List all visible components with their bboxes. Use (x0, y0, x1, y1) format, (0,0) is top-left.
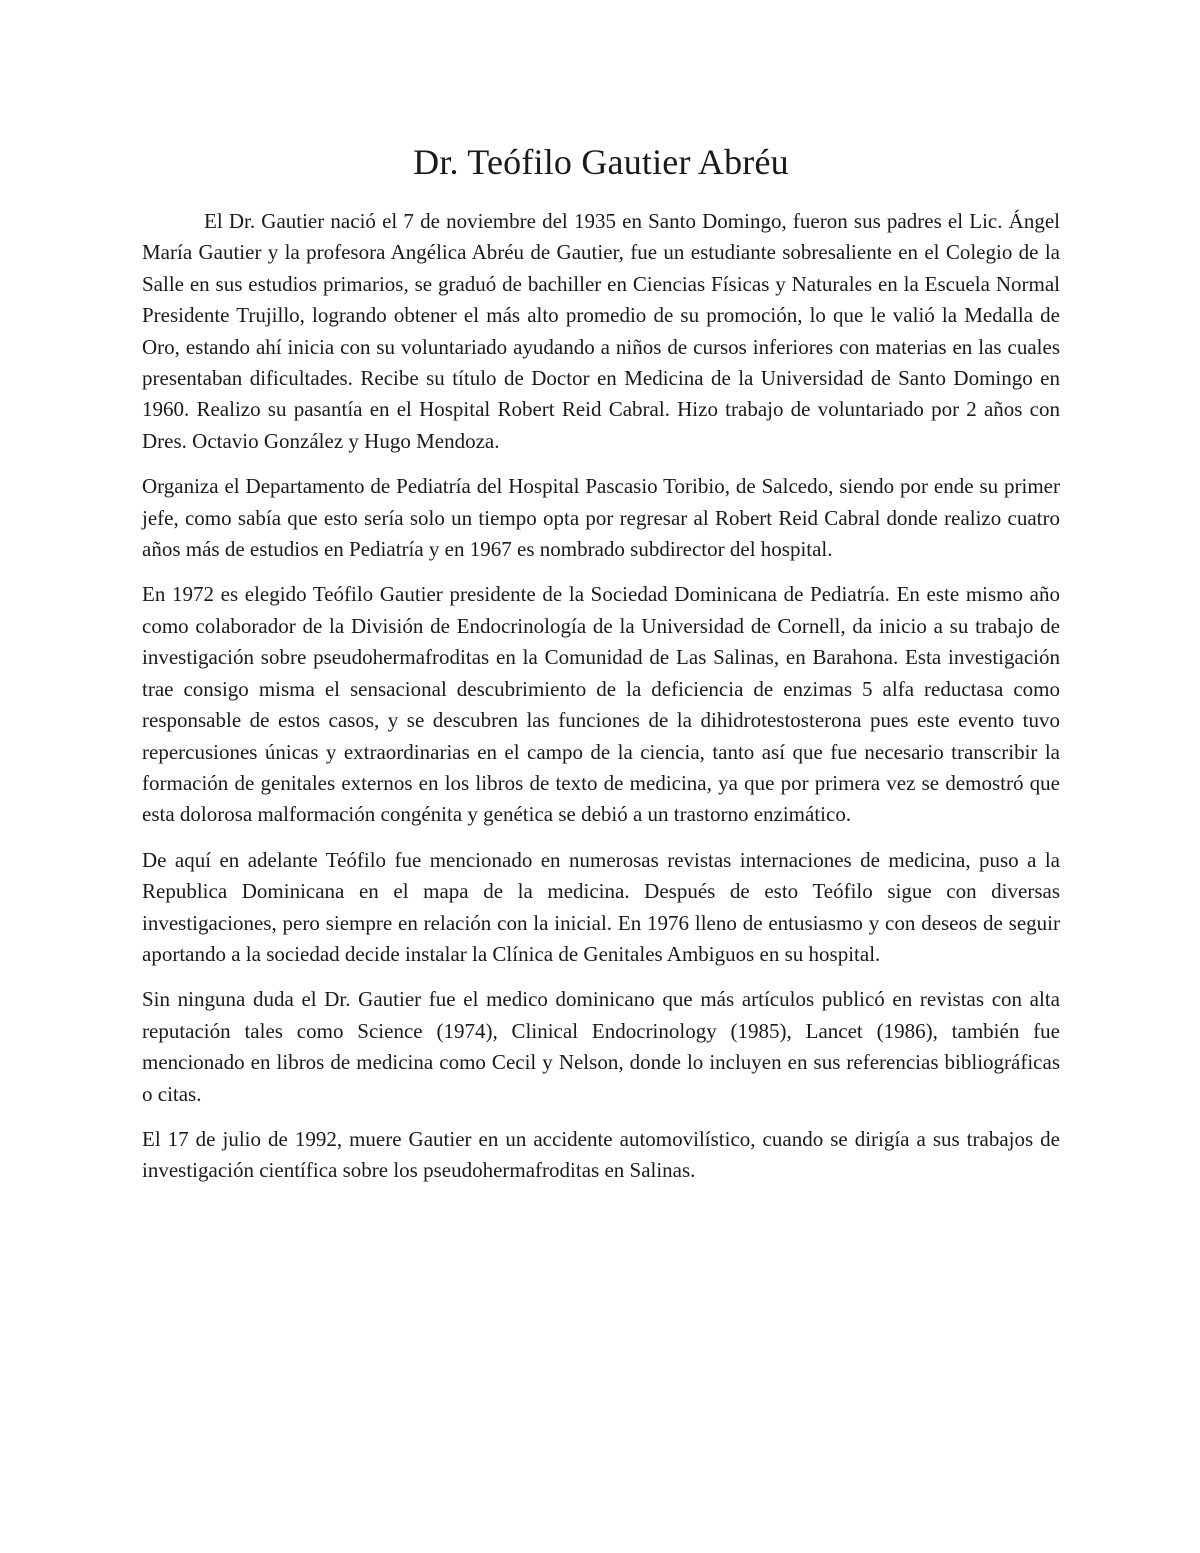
document-page (142, 140, 1060, 1201)
paragraph-pediatrics-department: Organiza el Departamento de Pediatría del Hospital Pascasio Toribio, de Salcedo, siendo por ende su primer jefe, como sabía que esto sería solo un tiempo opta por regresar al Robert Reid Cabral donde realizo cuatro años más de estudios en Pediatría y en 1967 es nombrado subdirector del hospital. (142, 474, 1060, 562)
paragraph-research: En 1972 es elegido Teófilo Gautier presidente de la Sociedad Dominicana de Pediatría. En este mismo año como colaborador de la División de Endocrinología de la Universidad de Cornell, da inicio a su trabajo de investigación sobre pseudohermafroditas en la Comunidad de Las Salinas, en Barahona. Esta investigación trae consigo misma el sensacional descubrimiento de la deficiencia de enzimas 5 alfa reductasa como responsable de estos casos, y se descubren las funciones de la dihidrotestosterona pues este evento tuvo repercusiones únicas y extraordinarias en el campo de la ciencia, tanto así que fue necesario transcribir la formación de genitales externos en los libros de texto de medicina, ya que por primera vez se demostró que esta dolorosa malformación congénita y genética se debió a un trastorno enzimático. (142, 582, 1060, 827)
paragraph-death: El 17 de julio de 1992, muere Gautier en un accidente automovilístico, cuando se dirigía a sus trabajos de investigación científica sobre los pseudohermafroditas en Salinas. (142, 1126, 1060, 1183)
paragraph-birth-education: El Dr. Gautier nació el 7 de noviembre del 1935 en Santo Domingo, fueron sus padres el Lic. Ángel María Gautier y la profesora Angélica Abréu de Gautier, fue un estudiante sobresaliente en el Colegio de la Salle en sus estudios primarios, se graduó de bachiller en Ciencias Físicas y Naturales en la Escuela Normal Presidente Trujillo, logrando obtener el más alto promedio de su promoción, lo que le valió la Medalla de Oro, estando ahí inicia con su voluntariado ayudando a niños de cursos inferiores con materias en las cuales presentaban dificultades. Recibe su título de Doctor en Medicina de la Universidad de Santo Domingo en 1960. Realizo su pasantía en el Hospital Robert Reid Cabral. Hizo trabajo de voluntariado por 2 años con Dres. Octavio González y Hugo Mendoza. (142, 209, 1060, 453)
document-title: Dr. Teófilo Gautier Abréu (413, 142, 789, 182)
paragraph-publications: Sin ninguna duda el Dr. Gautier fue el medico dominicano que más artículos publicó en revistas con alta reputación tales como Science (1974), Clinical Endocrinology (1985), Lancet (1986), también fue mencionado en libros de medicina como Cecil y Nelson, donde lo incluyen en sus referencias bibliográficas o citas. (142, 987, 1060, 1106)
paragraph-recognition: De aquí en adelante Teófilo fue mencionado en numerosas revistas internaciones de medicina, puso a la Republica Dominicana en el mapa de la medicina. Después de esto Teófilo sigue con diversas investigaciones, pero siempre en relación con la inicial. En 1976 lleno de entusiasmo y con deseos de seguir aportando a la sociedad decide instalar la Clínica de Genitales Ambiguos en su hospital. (142, 847, 1060, 966)
